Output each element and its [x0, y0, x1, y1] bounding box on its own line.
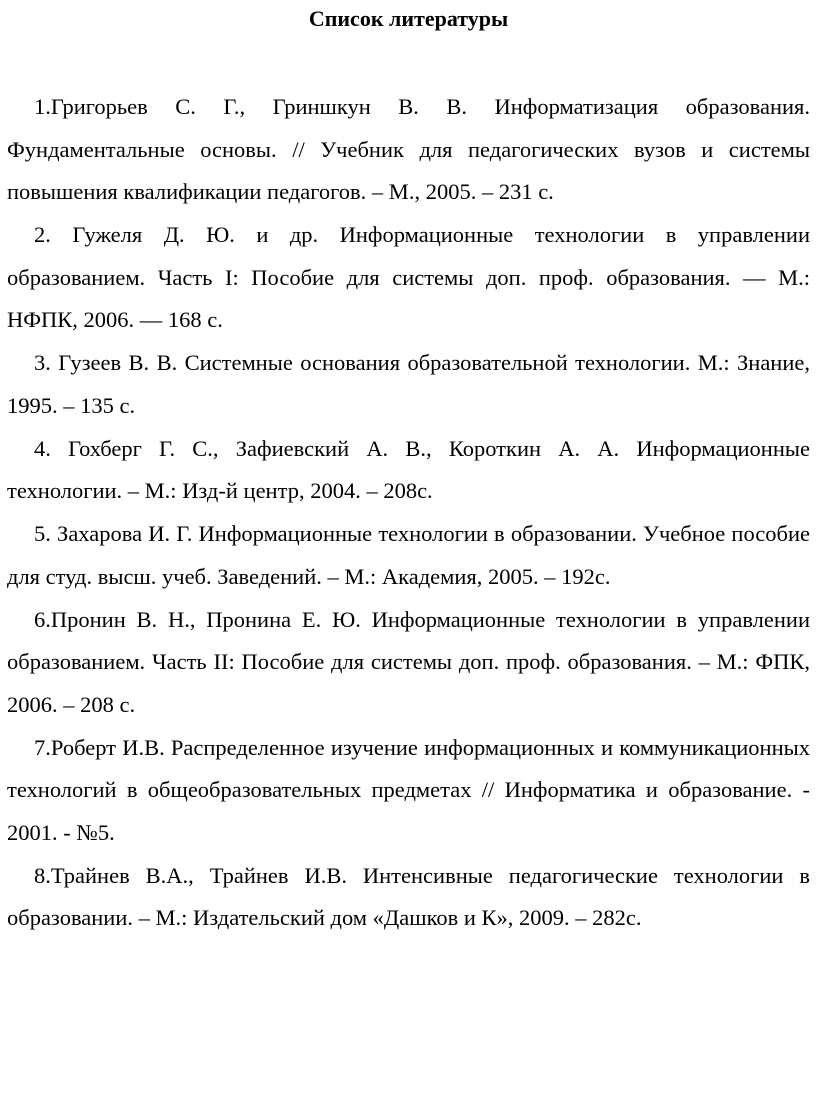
reference-list [7, 86, 810, 940]
reference-item: 4. Гохберг Г. С., Зафиевский А. В., Короткин А. А. Информационные технологии. – М.: Изд-й центр, 2004. – 208с. [7, 435, 810, 503]
reference-item: 7.Роберт И.В. Распределенное изучение информационных и коммуникационных технологий в общеобразовательных предметах // Информатика и образование. - 2001. - №5. [7, 734, 810, 845]
reference-item: 1.Григорьев С. Г., Гриншкун В. В. Информатизация образования. Фундаментальные основы. // Учебник для педагогических вузов и системы повышения квалификации педагогов. – М., 2005. – 231 с. [7, 94, 810, 204]
page-title: Список литературы [308, 6, 509, 31]
reference-item: 5. Захарова И. Г. Информационные технологии в образовании. Учебное пособие для студ. высш. учеб. Заведений. – М.: Академия, 2005. – 192с. [7, 521, 810, 589]
reference-item: 8.Трайнев В.А., Трайнев И.В. Интенсивные педагогические технологии в образовании. – М.: Издательский дом «Дашков и К», 2009. – 282с. [7, 862, 810, 930]
reference-item: 2. Гужеля Д. Ю. и др. Информационные технологии в управлении образованием. Часть I: Пособие для системы доп. проф. образования. — М.: НФПК, 2006. — 168 с. [7, 222, 810, 332]
reference-item: 3. Гузеев В. В. Системные основания образовательной технологии. М.: Знание, 1995. – 135 с. [7, 350, 810, 418]
reference-item: 6.Пронин В. Н., Пронина Е. Ю. Информационные технологии в управлении образованием. Часть II: Пособие для системы доп. проф. образования. – М.: ФПК, 2006. – 208 с. [7, 606, 810, 717]
